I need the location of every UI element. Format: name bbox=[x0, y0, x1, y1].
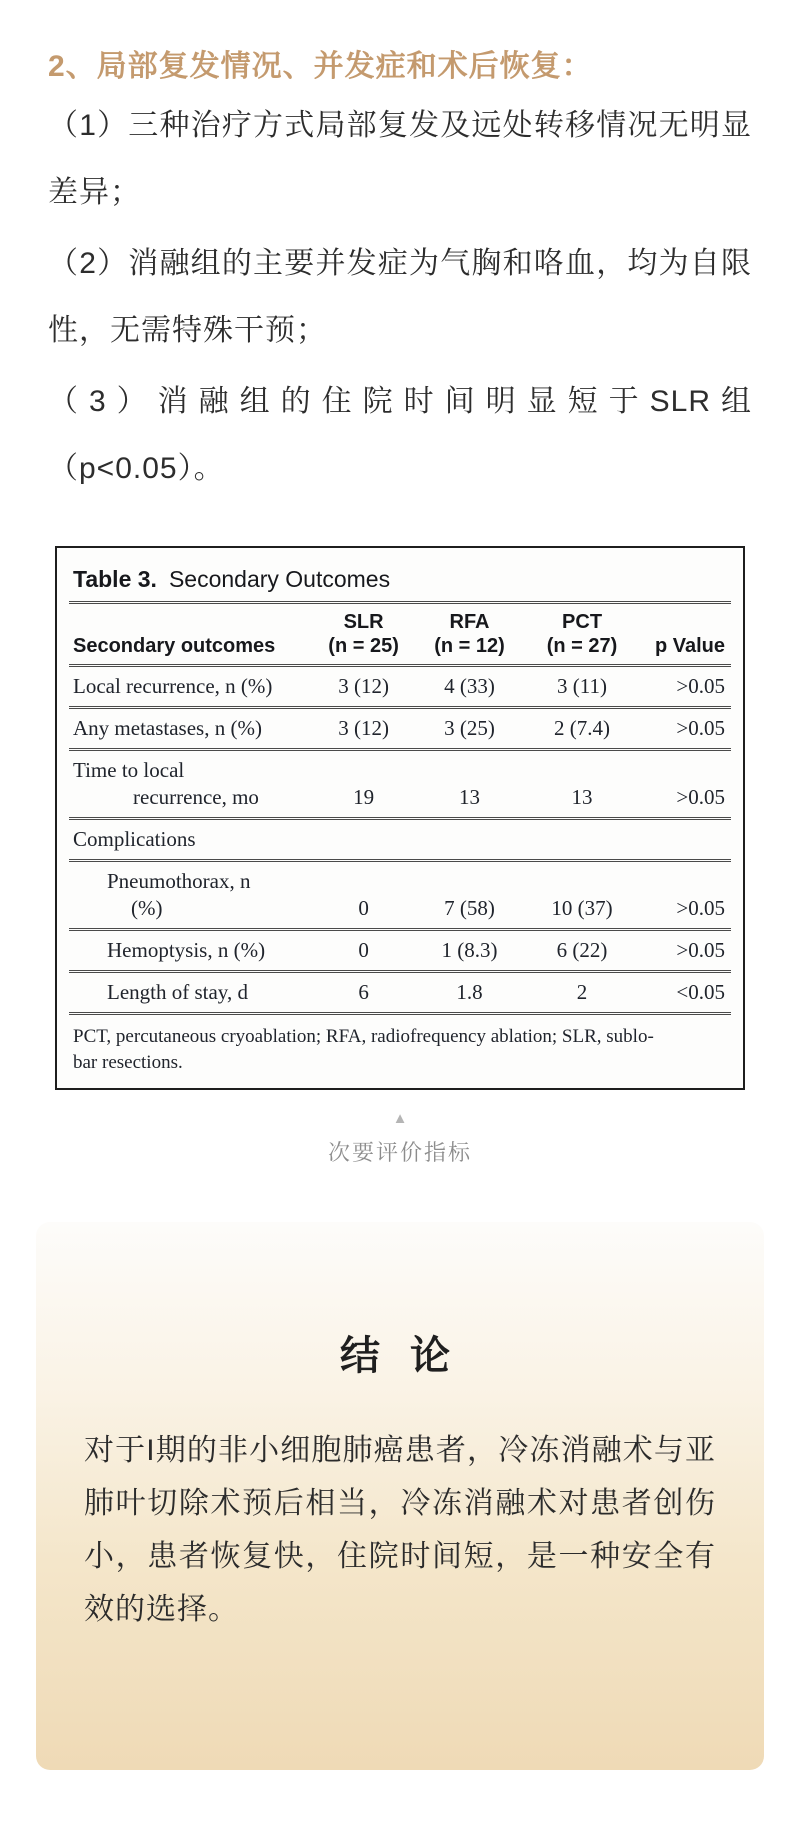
column-header-pct: PCT (n = 27) bbox=[526, 604, 639, 666]
table-row: Time to local recurrence, mo 19 13 13 >0.05 bbox=[69, 750, 731, 819]
caption-pointer-row bbox=[0, 1110, 800, 1128]
column-header-rfa: RFA (n = 12) bbox=[413, 604, 526, 666]
table-row: Complications bbox=[69, 819, 731, 861]
journal-table-figure bbox=[55, 546, 745, 1090]
table-row: Local recurrence, n (%) 3 (12) 4 (33) 3 (11) >0.05 bbox=[69, 666, 731, 708]
table-body bbox=[69, 666, 731, 1014]
table-footnote bbox=[69, 1015, 731, 1078]
conclusion-title: 结 论 bbox=[340, 1333, 460, 1378]
table-footnote-line1: PCT, percutaneous cryoablation; RFA, radiofrequency ablation; SLR, sublo- bbox=[73, 1026, 654, 1047]
section-heading: 2、局部复发情况、并发症和术后恢复： bbox=[48, 50, 593, 83]
table-row: Hemoptysis, n (%) 0 1 (8.3) 6 (22) >0.05 bbox=[69, 930, 731, 972]
table-title bbox=[69, 564, 731, 594]
column-header-label: Secondary outcomes bbox=[69, 604, 314, 666]
body-paragraph-3: （3）消融组的住院时间明显短于SLR组（p<0.05）。 bbox=[48, 385, 752, 485]
outcomes-table bbox=[69, 604, 731, 1015]
triangle-up-icon: ▲ bbox=[392, 1110, 408, 1127]
table-row: Pneumothorax, n (%) 0 7 (58) 10 (37) >0.05 bbox=[69, 861, 731, 930]
table-title-number: Table 3. bbox=[73, 566, 157, 592]
body-paragraph-2: （2）消融组的主要并发症为气胸和咯血，均为自限性，无需特殊干预； bbox=[48, 247, 752, 347]
table-header-row bbox=[69, 604, 731, 666]
body-paragraph-1: （1）三种治疗方式局部复发及远处转移情况无明显差异； bbox=[48, 109, 752, 209]
column-header-slr: SLR (n = 25) bbox=[314, 604, 413, 666]
table-title-text: Secondary Outcomes bbox=[168, 566, 391, 592]
figure-caption: 次要评价指标 bbox=[327, 1140, 472, 1165]
conclusion-panel bbox=[36, 1222, 764, 1770]
conclusion-body: 对于I期的非小细胞肺癌患者，冷冻消融术与亚肺叶切除术预后相当，冷冻消融术对患者创伤小，患者恢复快，住院时间短，是一种安全有效的选择。 bbox=[84, 1434, 716, 1626]
table-row: Length of stay, d 6 1.8 2 <0.05 bbox=[69, 972, 731, 1014]
table-row: Any metastases, n (%) 3 (12) 3 (25) 2 (7.4) >0.05 bbox=[69, 708, 731, 750]
column-header-pvalue: p Value bbox=[638, 604, 731, 666]
table-footnote-line2: bar resections. bbox=[73, 1052, 183, 1073]
